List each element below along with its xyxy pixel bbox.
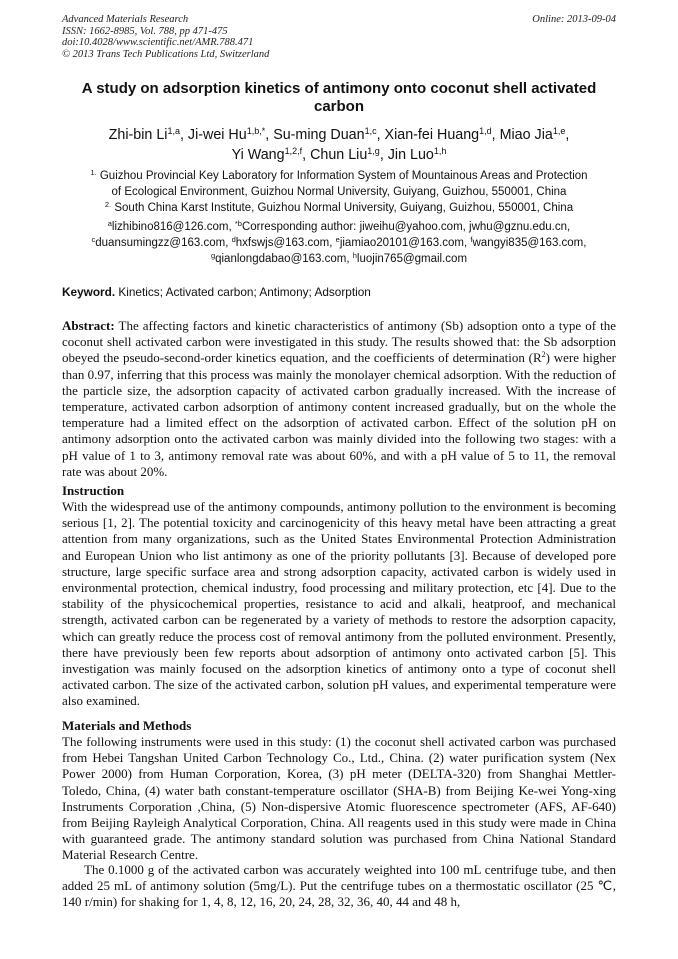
methods-paragraph-2: The 0.1000 g of the activated carbon was accurately weighted into 100 mL centrifuge tube, and then added 25 mL of antimony solution (5mg/L). Put the centrifuge tubes on a thermostatic oscillator (25 ℃, 140 r/min) for shaking for 1, 4, 8, 12, 16, 20, 24, 28, 32, 36, 40, 44 and 48 h, (62, 862, 616, 910)
abstract-label: Abstract: (62, 318, 115, 333)
author: Miao Jia$^{1,e}$, (499, 126, 570, 143)
author: Jin Luo$^{1,h}$ (387, 146, 447, 163)
abstract: Abstract: The affecting factors and kinetic characteristics of antimony (Sb) adsoption onto a type of the coconut shell activated carbon were investigated in this study. The results showed that: the Sb adsorption obeyed the pseudo-second-order kinetics equation, and the coefficients of determination $(R^2)$ were higher than 0.97, inferring that this process was mainly the monolayer chemical adsorption. With the reduction of the particle size, the adsorption capacity of activated carbon gradually increased. With the increase of temperature, activated carbon adsorption of antimony content increased gradually, but on the whole the temperature had a limited effect on the adsorption of activated carbon. Effect of the solution pH on antimony adsorption onto the activated carbon was mainly divided into the following two stages: with a pH value of 1 to 3, antimony removal rate was about 60%, and with a pH value of 5 to 11, the removal rate was about 20%. (62, 318, 616, 479)
author: Yi Wang$^{1,2,f}$, (231, 146, 311, 163)
methods-paragraph-1: The following instruments were used in this study: (1) the coconut shell activated carbon was purchased from Hebei Tangshan United Carbon Technology Co., Ltd., China. (2) water purification system (Nex Power 2000) from Human Corporation, Korea, (3) pH meter (DELTA-320) from Shanghai Mettler-Toledo, China, (4) water bath constant-temperature oscillator (SHA-B) from Beijing Ke-wei Yong-xing Instruments Corporation ,China, (5) Non-dispersive Atomic fluorescence spectrometer (AFS, AF-640) from Beijing Rayleigh Analytical Corporation, China. All reagents used in this study were made in China with guaranteed grade. The antimony standard solution was purchased from China National Standard Material Research Centre. (62, 734, 616, 863)
author: Xian-fei Huang$^{1,d}$, (384, 126, 500, 143)
introduction-text: With the widespread use of the antimony compounds, antimony pollution to the environment is becoming serious [1, 2]. The potential toxicity and carcinogenicity of this heavy metal have been attracting a great attention from many organizations, such as the United States Environmental Protection Administration and European Union who list antimony as one of the priority pollutants [3]. Because of developed pore structure, large specific surface area and strong adsorption capacity, activated carbon is widely used in environmental protection, chemical industry, food processing and military protection, etc [4]. Due to the stability of the physicochemical properties, resistance to acid and alkali, heatproof, and mechanical strength, activated carbon can be regenerated by a variety of methods to restore the adsorption capacity, which can greatly reduce the process cost of removal antimony from the polluted environment. Presently, there have previously been few reports about adsorption of antimony onto activated carbon [5]. This investigation was mainly focused on the adsorption kinetics of antimony onto a type of coconut shell activated carbon. The size of the activated carbon, solution pH values, and experimental temperature were also examined. (62, 499, 616, 709)
keywords-text: Kinetics; Activated carbon; Antimony; Adsorption (115, 285, 371, 299)
affiliation-1: $^{1.}$ Guizhou Provincial Key Laboratory for Information System of Mountainous Areas and Protection of Ecological Environment, Guizhou Normal University, Guiyang, Guizhou, 550001, China (90, 168, 588, 198)
journal-name: Advanced Materials Research (62, 14, 189, 25)
journal-doi: doi:10.4028/www.scientific.net/AMR.788.471 (62, 37, 254, 48)
section-heading-methods: Materials and Methods (62, 718, 192, 733)
author: Chun Liu$^{1,g}$, (310, 146, 388, 163)
author: Su-ming Duan$^{1,c}$, (273, 126, 385, 143)
affiliations (62, 168, 616, 216)
affiliation-2: $^{2.}$ South China Karst Institute, Guizhou Normal University, Guiyang, Guizhou, 550001, China (104, 200, 574, 214)
journal-header (62, 14, 462, 60)
author-emails: $^a$lizhibino816@126.com, $^{*b}$Corresponding author: jiweihu@yahoo.com, jwhu@gznu.edu.cn, $^c$duansumingzz@163.com, $^d$hxfswjs@163.com, $^e$jiamiao20101@163.com, $^f$wangyi835@163.com, $^g$qianlongdabao@163.com, $^h$luojin765@gmail.com (91, 219, 587, 265)
journal-copyright: © 2013 Trans Tech Publications Ltd, Switzerland (62, 48, 270, 60)
author-list (62, 125, 616, 165)
author: Zhi-bin Li$^{1,a}$, (108, 126, 188, 143)
section-heading-introduction: Instruction (62, 483, 125, 498)
paper-title: A study on adsorption kinetics of antimony onto coconut shell activated carbon (81, 80, 597, 115)
keywords (62, 284, 616, 300)
author: Ji-wei $Hu^{1,b,*}$, (187, 126, 274, 143)
keywords-label: Keyword. (62, 285, 116, 299)
journal-issn: ISSN: 1662-8985, Vol. 788, pp 471-475 (62, 25, 228, 37)
online-date: Online: 2013-09-04 (532, 14, 616, 25)
